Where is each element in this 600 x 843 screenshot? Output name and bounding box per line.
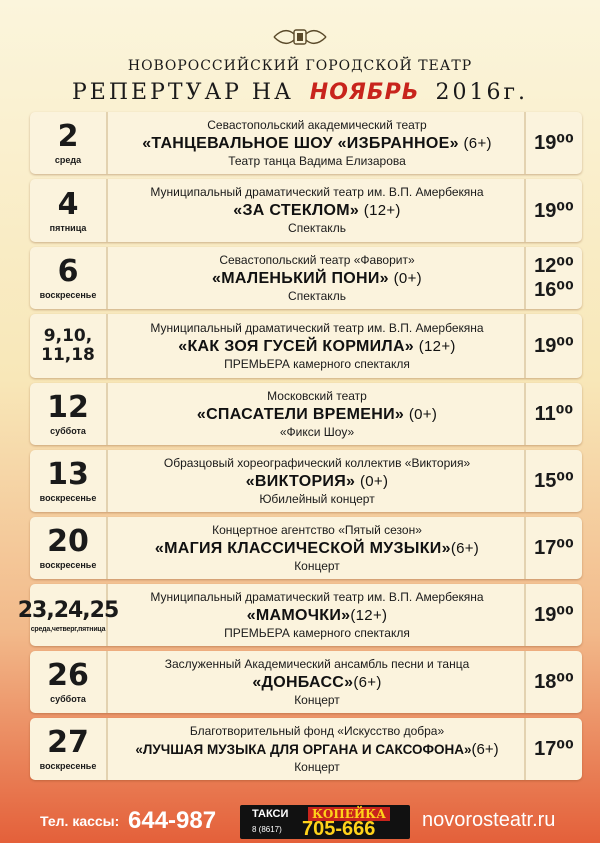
- showtime: 19⁰⁰: [534, 132, 574, 154]
- repertoire-headline: [0, 80, 600, 105]
- weekday: воскресенье: [39, 290, 97, 300]
- box-office-label: Тел. кассы:: [40, 813, 120, 829]
- event-organizer: Московский театр: [267, 388, 367, 403]
- event-row: [30, 314, 582, 378]
- event-subtitle: Концерт: [294, 692, 340, 707]
- showtime: 17⁰⁰: [534, 537, 574, 559]
- event-date: [30, 383, 108, 445]
- event-info: [110, 179, 524, 242]
- date-number: 20: [47, 524, 89, 559]
- taxi-brand: КОПЕЙКА: [308, 807, 390, 821]
- event-row: [17, 584, 582, 646]
- event-organizer: Концертное агентство «Пятый сезон»: [212, 522, 422, 537]
- event-info: [110, 112, 524, 174]
- headline-year: 2016г.: [435, 80, 529, 105]
- footer-bar: [0, 803, 600, 843]
- event-title: «МАЛЕНЬКИЙ ПОНИ»: [212, 269, 389, 287]
- event-time: [524, 584, 582, 646]
- event-title: «ДОНБАСС»: [252, 673, 354, 691]
- event-row: [30, 718, 582, 780]
- date-number: 13: [47, 457, 89, 492]
- event-info: [110, 651, 524, 713]
- event-subtitle: ПРЕМЬЕРА камерного спектакля: [224, 356, 410, 371]
- event-info: [110, 383, 524, 445]
- event-row: [30, 179, 582, 242]
- age-rating: (0+): [359, 472, 389, 490]
- showtime: 16⁰⁰: [534, 279, 574, 301]
- weekday: воскресенье: [39, 560, 97, 570]
- event-subtitle: Театр танца Вадима Елизарова: [228, 153, 406, 168]
- date-number: 23,24,25: [17, 597, 119, 623]
- event-time: [524, 450, 582, 512]
- weekday: воскресенье: [39, 761, 97, 771]
- age-rating: (12+): [418, 337, 456, 355]
- weekday: пятница: [49, 222, 87, 233]
- event-date: [30, 517, 108, 579]
- date-number: 4: [57, 186, 79, 222]
- age-rating: (6+): [353, 673, 382, 691]
- event-row: [30, 112, 582, 174]
- event-row: [30, 247, 582, 309]
- event-row: [30, 651, 582, 713]
- event-time: [524, 247, 582, 309]
- event-time: [524, 718, 582, 780]
- event-row: [30, 517, 582, 579]
- age-rating: (6+): [471, 740, 499, 758]
- taxi-word: ТАКСИ: [252, 808, 289, 820]
- date-number: 2: [57, 119, 79, 154]
- event-date: [30, 718, 108, 780]
- event-info: [110, 584, 524, 646]
- event-subtitle: Юбилейный концерт: [259, 491, 375, 506]
- event-organizer: Муниципальный драматический театр им. В.П. Амербекяна: [150, 589, 484, 604]
- event-time: [524, 517, 582, 579]
- headline-prefix: РЕПЕРТУАР НА: [71, 80, 294, 105]
- date-number: 9,10, 11,18: [41, 326, 95, 365]
- weekday: суббота: [50, 694, 86, 704]
- taxi-phone[interactable]: 705-666: [302, 818, 376, 840]
- weekday: воскресенье: [39, 493, 97, 503]
- event-time: [524, 383, 582, 445]
- event-date: [30, 179, 108, 242]
- showtime: 15⁰⁰: [534, 470, 574, 492]
- age-rating: (6+): [450, 539, 480, 557]
- theater-name: НОВОРОССИЙСКИЙ ГОРОДСКОЙ ТЕАТР: [127, 58, 473, 74]
- event-row: [30, 450, 582, 512]
- showtime: 11⁰⁰: [534, 403, 574, 425]
- event-date: [30, 112, 108, 174]
- age-rating: (12+): [350, 606, 388, 624]
- event-organizer: Севастопольский академический театр: [207, 117, 427, 132]
- showtime: 12⁰⁰: [534, 255, 574, 277]
- event-organizer: Севастопольский театр «Фаворит»: [219, 252, 415, 267]
- event-subtitle: Спектакль: [288, 288, 346, 303]
- event-title: «МАМОЧКИ»: [246, 606, 351, 624]
- event-date: [30, 247, 108, 309]
- event-time: [524, 179, 582, 242]
- taxi-ad: [240, 805, 410, 839]
- date-number: 12: [47, 390, 89, 425]
- showtime: 17⁰⁰: [534, 738, 574, 760]
- weekday: среда: [54, 155, 82, 165]
- event-subtitle: Концерт: [294, 759, 340, 774]
- box-office-phone[interactable]: 644-987: [128, 807, 217, 834]
- event-time: [524, 112, 582, 174]
- showtime: 19⁰⁰: [534, 604, 574, 626]
- events-list: [17, 112, 582, 785]
- event-time: [524, 314, 582, 378]
- event-organizer: Муниципальный драматический театр им. В.П. Амербекяна: [150, 320, 484, 335]
- taxi-area-code: 8 (8617): [252, 825, 282, 834]
- event-subtitle: Концерт: [294, 558, 340, 573]
- event-subtitle: ПРЕМЬЕРА камерного спектакля: [224, 625, 410, 640]
- event-title: «СПАСАТЕЛИ ВРЕМЕНИ»: [196, 405, 405, 423]
- website-link[interactable]: novorosteatr.ru: [422, 809, 556, 831]
- event-organizer: Образцовый хореографический коллектив «Виктория»: [163, 455, 471, 470]
- event-row: [30, 383, 582, 445]
- weekday: суббота: [50, 426, 86, 436]
- event-organizer: Муниципальный драматический театр им. В.П. Амербекяна: [150, 185, 484, 199]
- ornament-icon: [270, 24, 330, 50]
- event-organizer: Заслуженный Академический ансамбль песни и танца: [164, 656, 470, 671]
- age-rating: (0+): [393, 269, 422, 287]
- event-organizer: Благотворительный фонд «Искусство добра»: [189, 723, 445, 738]
- age-rating: (6+): [463, 134, 492, 152]
- headline-month: НОЯБРЬ: [309, 80, 420, 105]
- event-title: «КАК ЗОЯ ГУСЕЙ КОРМИЛА»: [178, 337, 414, 355]
- event-subtitle: «Фикси Шоу»: [279, 424, 355, 439]
- event-date: [30, 450, 108, 512]
- event-info: [110, 247, 524, 309]
- age-rating: (0+): [408, 405, 438, 423]
- event-time: [524, 651, 582, 713]
- event-info: [110, 450, 524, 512]
- date-number: 27: [47, 725, 89, 760]
- date-number: 6: [57, 254, 79, 289]
- age-rating: (12+): [363, 202, 401, 219]
- event-title: «МАГИЯ КЛАССИЧЕСКОЙ МУЗЫКИ»: [154, 539, 451, 557]
- event-title: «ТАНЦЕВАЛЬНОЕ ШОУ «ИЗБРАННОЕ»: [142, 134, 459, 152]
- date-number: 26: [47, 658, 89, 693]
- event-title: «ЛУЧШАЯ МУЗЫКА ДЛЯ ОРГАНА И САКСОФОНА»: [135, 741, 472, 757]
- event-info: [110, 517, 524, 579]
- weekday: среда,четверг,пятница: [30, 625, 106, 633]
- event-subtitle: Спектакль: [288, 221, 346, 235]
- event-title: «ВИКТОРИЯ»: [245, 472, 356, 490]
- event-date: [30, 314, 108, 378]
- showtime: 18⁰⁰: [534, 671, 574, 693]
- showtime: 19⁰⁰: [534, 199, 574, 222]
- event-date: [30, 651, 108, 713]
- event-date: [17, 584, 119, 646]
- event-title: «ЗА СТЕКЛОМ»: [233, 202, 360, 219]
- event-info: [110, 314, 524, 378]
- event-info: [110, 718, 524, 780]
- showtime: 19⁰⁰: [534, 335, 574, 357]
